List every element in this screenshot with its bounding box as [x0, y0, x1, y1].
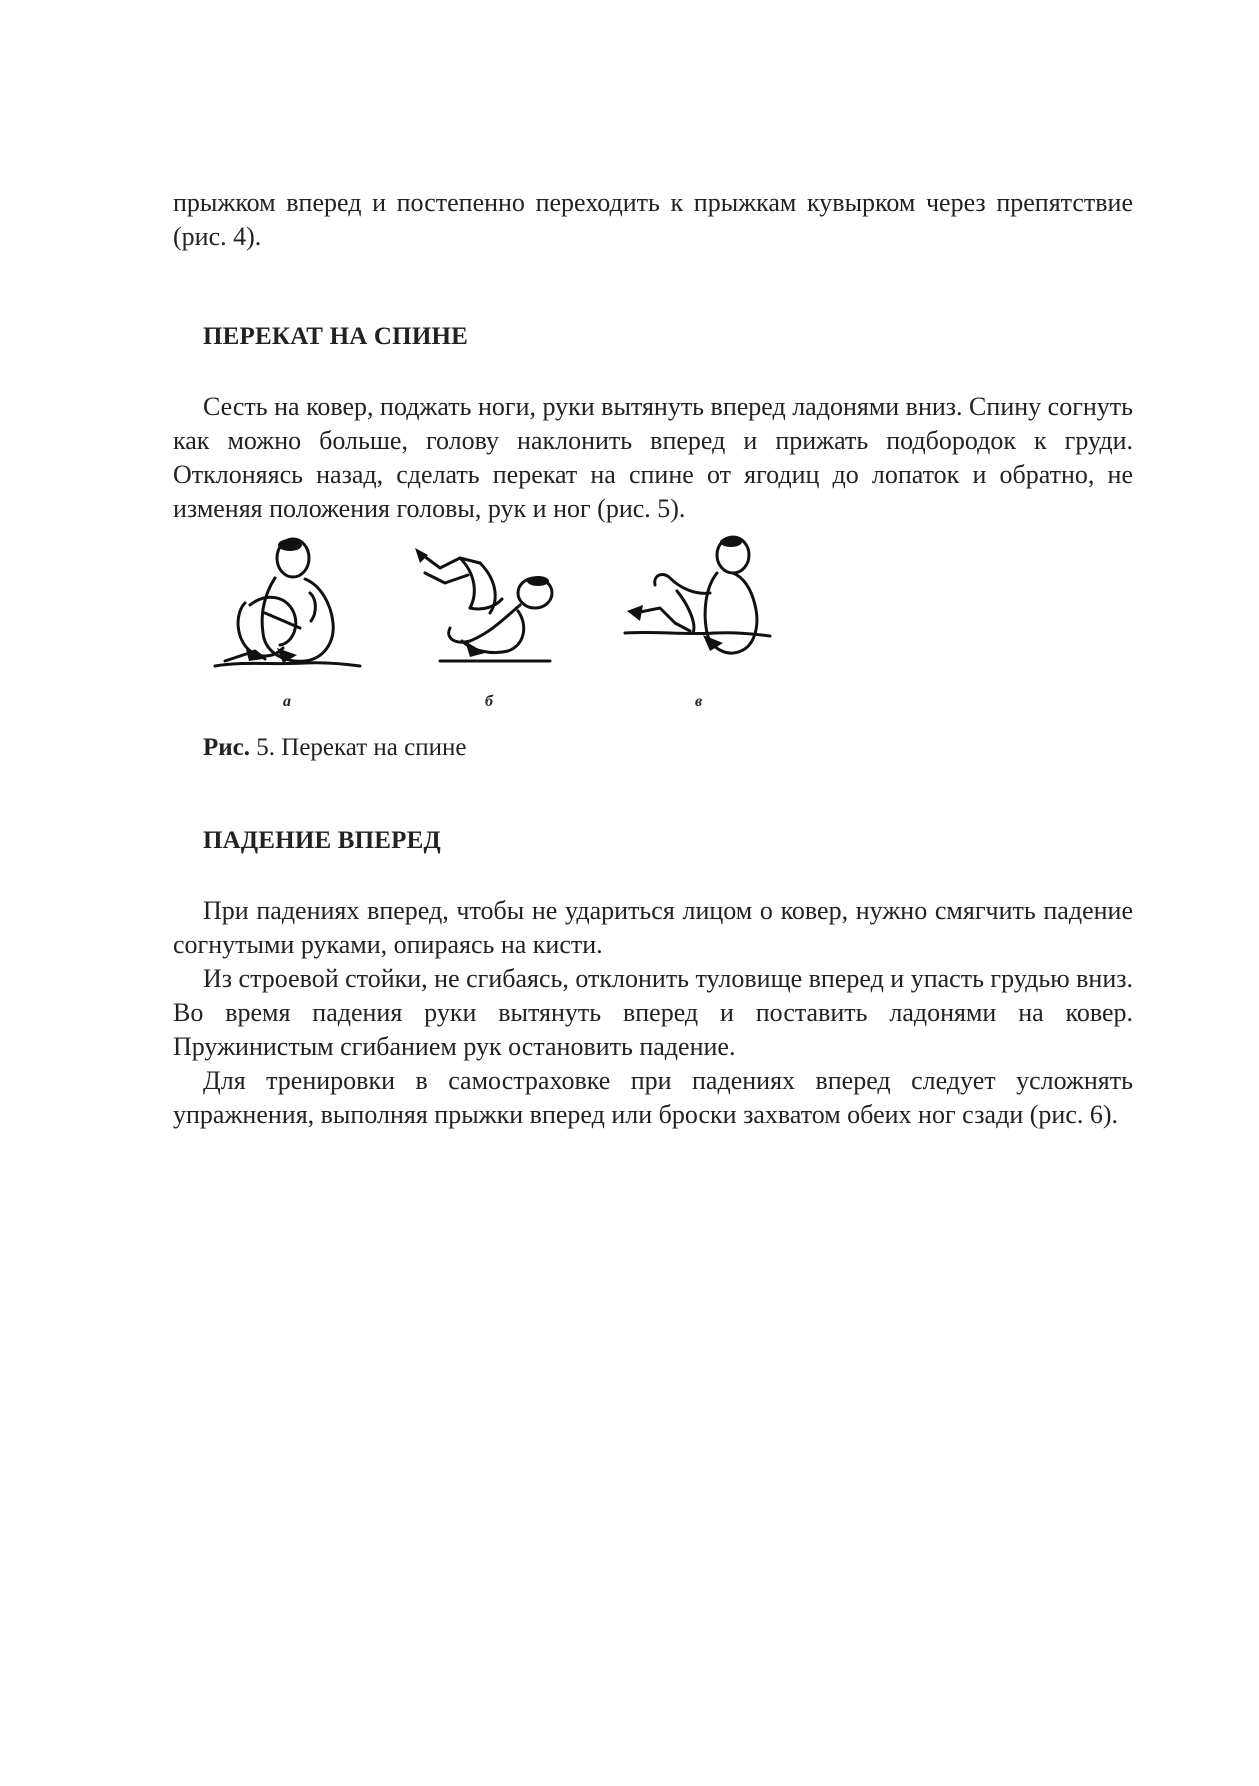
- section1-text: [173, 390, 1133, 526]
- figure-caption-text: 5. Перекат на спине: [250, 734, 467, 761]
- section2-paragraph-3: Для тренировки в самостраховке при падениях вперед следует усложнять упражнения, выполняя прыжки вперед или броски захватом обеих ног сзади (рис. 6).: [173, 1066, 1133, 1129]
- figure-5: [205, 533, 825, 723]
- figure-5v-illustration: [615, 533, 775, 673]
- figure-5b-label: б: [485, 693, 493, 710]
- figure-5b-illustration: [410, 533, 570, 673]
- section2-paragraph-2: Из строевой стойки, не сгибаясь, отклонить туловище вперед и упасть грудью вниз. Во время падения руки вытянуть вперед и поставить ладонями на ковер. Пружинистым сгибанием рук остановить падение.: [173, 964, 1133, 1061]
- figure-5a-illustration: [205, 533, 365, 683]
- intro-text: [173, 186, 1133, 254]
- figure-5v-label: в: [695, 693, 703, 710]
- section1-paragraph: Сесть на ковер, поджать ноги, руки вытянуть вперед ладонями вниз. Спину согнуть как можно больше, голову наклонить вперед и прижать подбородок к груди. Отклоняясь назад, сделать перекат на спине от ягодиц до лопаток и обратно, не изменяя положения головы, рук и ног (рис. 5).: [173, 392, 1133, 523]
- figure-5-caption: [203, 734, 466, 762]
- intro-paragraph: прыжком вперед и постепенно переходить к прыжкам кувырком через препятствие (рис. 4).: [173, 188, 1133, 251]
- section-heading-fall-forward: ПАДЕНИЕ ВПЕРЕД: [203, 827, 441, 854]
- section-heading-roll-on-back: ПЕРЕКАТ НА СПИНЕ: [203, 323, 468, 350]
- section2-text: [173, 894, 1133, 1132]
- section2-paragraph-1: При падениях вперед, чтобы не удариться лицом о ковер, нужно смягчить падение согнутыми руками, опираясь на кисти.: [173, 896, 1133, 959]
- figure-5a-label: а: [283, 693, 291, 710]
- figure-caption-prefix: Рис.: [203, 734, 251, 761]
